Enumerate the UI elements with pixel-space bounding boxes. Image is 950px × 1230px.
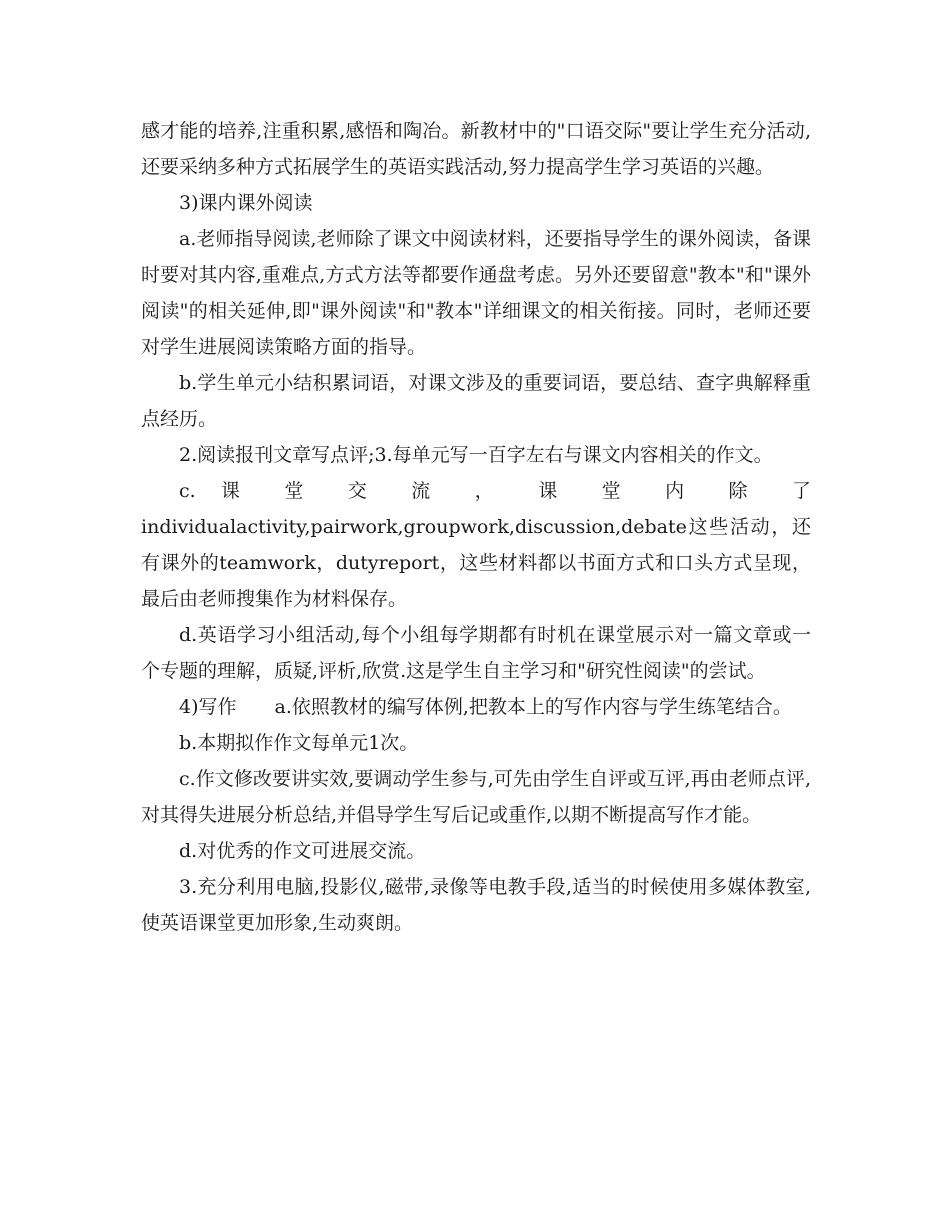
paragraph-continuation: 感才能的培养,注重积累,感悟和陶冶。新教材中的"口语交际"要让学生充分活动,还要采纳多种方式拓展学生的英语实践活动,努力提高学生学习英语的兴趣。 bbox=[141, 120, 811, 178]
heading-writing: 4)写作 a.依照教材的编写体例,把教本上的写作内容与学生练笔结合。 bbox=[179, 696, 792, 718]
paragraph-classroom-exchange: c. 课 堂 交 流 ， 课 堂 内 除 了 individualactivity,pairwork,groupwork,discussion,debate这些活动，还有课外的teamwork，dutyreport，这些材料都以书面方式和口头方式呈现，最后由老师搜集作为材料保存。 bbox=[141, 480, 811, 610]
paragraph-teacher-guided-reading: a.老师指导阅读,老师除了课文中阅读材料，还要指导学生的课外阅读，备课时要对其内容,重难点,方式方法等都要作通盘考虑。另外还要留意"教本"和"课外阅读"的相关延伸,即"课外阅读"和"教本"详细课文的相关衔接。同时，老师还要对学生进展阅读策略方面的指导。 bbox=[141, 228, 811, 358]
heading-reading: 3)课内课外阅读 bbox=[179, 192, 313, 214]
paragraph-excellent-compositions: d.对优秀的作文可进展交流。 bbox=[179, 840, 426, 862]
paragraph-multimedia: 3.充分利用电脑,投影仪,磁带,录像等电教手段,适当的时候使用多媒体教室,使英语课堂更加形象,生动爽朗。 bbox=[141, 876, 811, 934]
paragraph-study-groups: d.英语学习小组活动,每个小组每学期都有时机在课堂展示对一篇文章或一个专题的理解，质疑,评析,欣赏.这是学生自主学习和"研究性阅读"的尝试。 bbox=[141, 624, 811, 682]
paragraph-composition-frequency: b.本期拟作作文每单元1次。 bbox=[179, 732, 419, 754]
paragraph-newspaper-review: 2.阅读报刊文章写点评;3.每单元写一百字左右与课文内容相关的作文。 bbox=[179, 444, 773, 466]
paragraph-student-vocabulary: b.学生单元小结积累词语，对课文涉及的重要词语，要总结、查字典解释重点经历。 bbox=[141, 372, 811, 430]
document-body bbox=[141, 113, 811, 941]
paragraph-composition-revision: c.作文修改要讲实效,要调动学生参与,可先由学生自评或互评,再由老师点评,对其得失进展分析总结,并倡导学生写后记或重作,以期不断提高写作才能。 bbox=[141, 768, 811, 826]
